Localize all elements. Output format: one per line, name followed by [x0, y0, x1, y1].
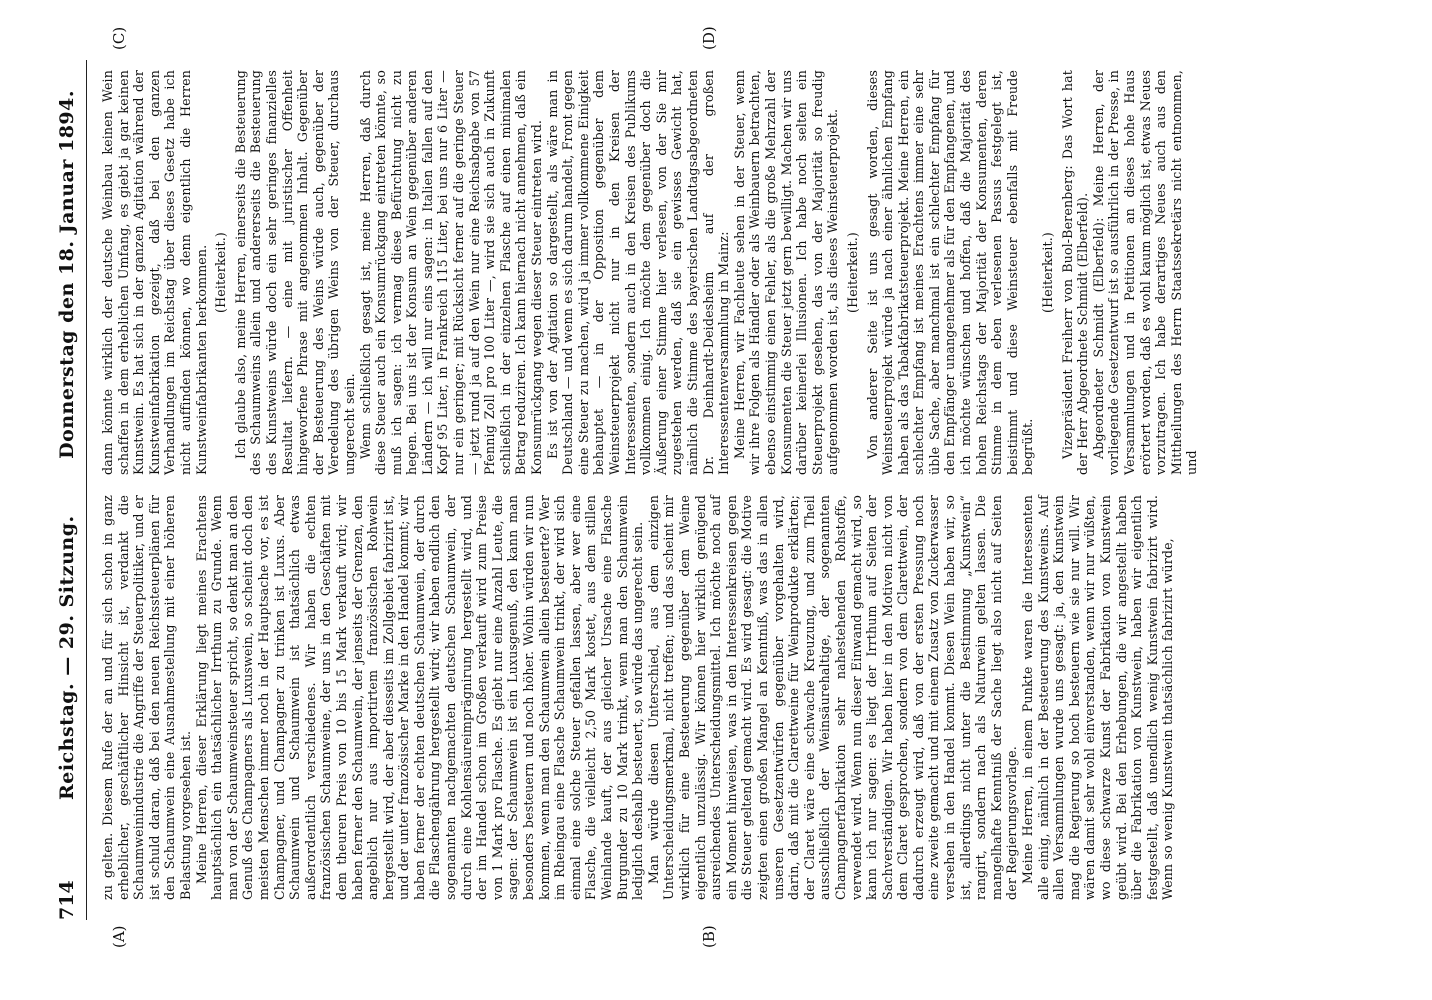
running-head — [52, 60, 87, 920]
paragraph: Abgeordneter Schmidt (Elberfeld): Meine Herren, der vorliegende Gesetzentwurf ist so ausführlich in der Presse, in Versammlungen und in Petitionen an dieses hohe Haus erörtert worden, daß es wohl kaum möglich ist, etwas Neues vorzutragen. Ich habe derartiges Neues auch aus den Mittheilungen des Herrn Staatssekretärs nicht entnommen, und — [1090, 70, 1200, 475]
paragraph: Von anderer Seite ist uns gesagt worden, dieses Weinsteuerprojekt würde ja nach einer ähnlichen Empfang haben als das Tabakfabrikatsteuerprojekt. Meine Herren, ein schlechter Empfang ist meines Erachtens immer eine sehr üble Sache, aber manchmal ist ein schlechter Empfang für den Empfänger unangenehmer als für den Empfangenen, und ich möchte wünschen und hoffen, daß die Majorität des hohen Reichstags der Majorität der Konsumenten, deren Stimme in dem eben verlesenen Passus festgelegt ist, beistimmt und diese Weinsteuer ebenfalls mit Freude begrüßt. — [864, 70, 1036, 475]
margin-letter-a: (A) — [110, 925, 128, 948]
paragraph: Vizepräsident Freiherr von Buol-Berenberg: Das Wort hat der Herr Abgeordnete Schmidt (Elberfeld). — [1059, 70, 1091, 475]
paragraph: Wenn schließlich gesagt ist, meine Herren, daß durch diese Steuer auch ein Konsumrückgang eintreten könnte, so muß ich sagen: ich vermag diese Befürchtung nicht zu hegen. Bei uns ist der Konsum an Wein gegenüber anderen Ländern — ich will nur eins sagen: in Italien fallen auf den Kopf 95 Liter, in Frankreich 115 Liter, bei uns nur 6 Liter — nur ein geringer; mit Rücksicht ferner auf die geringe Steuer — jetzt rund ja auf den Wein nur eine Reichsabgabe von 57 Pfennig Zoll pro 100 Liter —, wird sie sich auch in Zukunft schließlich in der einzelnen Flasche auf einen minimalen Betrag reduziren. Ich kann hiernach nicht annehmen, daß ein Konsumrückgang wegen dieser Steuer eintreten wird. — [357, 70, 545, 475]
running-head-right: Donnerstag den 18. Januar 1894. — [56, 90, 78, 459]
interjection: (Heiterkeit.) — [213, 232, 229, 313]
paragraph: Meine Herren, in einem Punkte waren die Interessenten alle einig, nämlich in der Besteuerung des Kunstweins. Auf allen Versammlungen wurde uns gesagt: ja, den Kunstwein mag die Regierung so hoch besteuern wie sie nur will. Wir wären damit sehr wohl einverstanden, wenn wir nur wüßten, wo diese schwarze Kunst der Fabrikation von Kunstwein geübt wird. Bei den Erhebungen, die wir angestellt haben über die Fabrikation von Kunstwein, haben wir eigentlich festgestellt, daß unendlich wenig Kunstwein fabrizirt wird. Wenn so wenig Kunstwein thatsächlich fabrizirt würde, — [1020, 495, 1176, 900]
quoted-paragraph: Meine Herren, wir Fachleute sehen in der Steuer, wenn wir ihre Folgen als Händler oder als Weinbauern betrachten, ebenso einstimmig einen Fehler, als die große Mehrzahl der Konsumenten die Steuer jetzt gern bewilligt. Machen wir uns darüber keinerlei Illusionen. Ich habe noch selten ein Steuerprojekt gesehen, das von der Majorität so freudig aufgenommen worden ist, als dieses Weinsteuerprojekt. — [731, 70, 841, 475]
paragraph: Man würde diesen Unterschied, aus dem einzigen Unterscheidungsmerkmal, nicht treffen; und das scheint mir wirklich für eine Besteuerung gegenüber dem Weine eigentlich unzulässig. Wir können hier wirklich genügend ausreichendes Unterscheidungsmittel. Ich möchte noch auf ein Moment hinweisen, was in den Interessenkreisen gegen die Steuer geltend gemacht wird. Es wird gesagt: die Motive zeigten einen großen Mangel an Kenntniß, was das in allen unseren Gesetzentwürfen gegenüber vorgehalten wird, darin, daß mit die Clarettweine für Weinprodukte erklärten; der Claret wäre eine schwache Kreuzung, und zum Theil ausschließlich der Weinsäurehaltige, der sogenannten Champagnerfabrikation sehr nahestehenden Rohstoffe, verwendet wird. Wenn nun dieser Einwand gemacht wird, so kann ich nur sagen: es liegt der Irrthum auf Seiten der Sachverständigen. Wir haben hier in den Motiven nicht von dem Claret gesprochen, sondern von dem Clarettwein, der dadurch erzeugt wird, daß von der ersten Pressung noch eine zweite gemacht und mit einem Zusatz von Zuckerwasser versehen in den Handel kommt. Diesen Wein haben wir, so ist, allerdings nicht unter die Bestimmung „Kunstwein“ rangirt, sondern nach als Naturwein gelten lassen. Die mangelhafte Kenntniß der Sache liegt also nicht auf Seiten der Regierungsvorlage. — [645, 495, 1020, 900]
margin-letter-d: (D) — [700, 26, 718, 50]
interjection: (Heiterkeit.) — [844, 232, 860, 313]
paragraph: dann könnte wirklich der deutsche Weinbau keinen Wein schaffen in dem erheblichen Umfang, es giebt ja gar keinen Kunstwein. Es hat sich in der ganzen Agitation während der Kunstweinfabrikation gezeigt, daß bei den ganzen Verhandlungen im Reichstag über dieses Gesetz habe ich nicht auffinden können, wo denn eigentlich die Herren Kunstweinfabrikanten herkommen. — [100, 70, 209, 475]
paragraph: Ich glaube also, meine Herren, einerseits die Besteuerung des Schaumweins allein und andererseits die Besteuerung des Kunstweins würde doch ein sehr geringes finanzielles Resultat liefern. — eine mit juristischer Offenheit hingeworfene Phrase mit angenommen Inhalt. Gegenüber der Besteuerung des Weins würde auch, gegenüber der Veredelung des übrigen Weins von der Steuer, durchaus ungerecht sein. — [232, 70, 357, 475]
page-number: 714 — [56, 880, 78, 920]
paragraph: zu gelten. Diesem Rufe der an und für sich schon in ganz erheblicher, geschäftlicher Hinsicht ist, verdankt die Schaumweinindustrie die Angriffe der Steuerpolitiker, und er ist schuld daran, daß bei den neuen Reichssteuerplänen für den Schaumwein eine Ausnahmestellung mit einer höheren Belastung vorgesehen ist. — [100, 495, 193, 900]
paragraph: Es ist von der Agitation so dargestellt, als wäre man in Deutschland — und wenn es sich darum handelt, Front gegen eine Steuer zu machen, wird ja immer vollkommene Einigkeit behauptet — in der Opposition gegenüber dem Weinsteuerprojekt nicht nur in den Kreisen der Interessenten, sondern auch in den Kreisen des Publikums vollkommen einig. Ich möchte dem gegenüber doch die Äußerung einer Stimme hier verlesen, von der Sie mir zugestehen werden, daß sie ein gewisses Gewicht hat, nämlich die Stimme des bayerischen Landtagsabgeordneten Dr. Deinhardt-Deidesheim auf der großen Interessentenversammlung in Mainz: — [544, 70, 732, 475]
margin-letter-b: (B) — [700, 925, 718, 948]
right-column — [100, 70, 1200, 475]
margin-letter-c: (C) — [110, 26, 128, 50]
left-column — [100, 495, 1176, 900]
interjection: (Heiterkeit.) — [1040, 232, 1056, 313]
paragraph: Meine Herren, dieser Erklärung liegt meines Erachtens hauptsächlich ein thatsächlicher Irrthum zu Grunde. Wenn man von der Schaumweinsteuer spricht, so denkt man an den Genuß des Champagners als Luxuswein, so scheint doch den meisten Menschen immer noch in der Hauptsache vor, es ist Champagner, und Champagner zu trinken ist Luxus. Aber Schaumwein und Schaumwein ist thatsächlich etwas außerordentlich verschiedenes. Wir haben die echten französischen Schaumweine, der uns in den Geschäften mit dem theuren Preis von 10 bis 15 Mark verkauft wird; wir haben ferner den Schaumwein, der jenseits der Grenzen, den angeblich nur aus importirtem französischen Rohwein hergestellt wird, der aber diesseits im Zollgebiet fabrizirt ist, und der unter französischer Marke in den Handel kommt; wir haben ferner der echten deutschen Schaumwein, der durch die Flaschengährung hergestellt wird; wir haben endlich den sogenannten nachgemachten deutschen Schaumwein, der durch eine Kohlensäureimprägnirung hergestellt wird, und der im Handel schon im Großen verkauft wird zum Preise von 1 Mark pro Flasche. Es giebt nur eine Anzahl Leute, die sagen: der Schaumwein ist ein Luxusgenuß, den kann man besonders besteuern und noch höher. Wohin würden wir nun kommen, wenn man den Schaumwein allein besteuerte? Wer im Rheingau eine Flasche Schaumwein trinkt, der wird sich einmal eine solche Steuer gefallen lassen, aber wer eine Flasche, die vielleicht 2,50 Mark kostet, aus dem stillen Weinlande kauft, der aus gleicher Ursache eine Flasche Burgunder zu 10 Mark trinkt, wenn man den Schaumwein lediglich deshalb besteuert, so würde das ungerecht sein. — [193, 495, 646, 900]
running-head-left: Reichstag. — 29. Sitzung. — [56, 515, 78, 800]
